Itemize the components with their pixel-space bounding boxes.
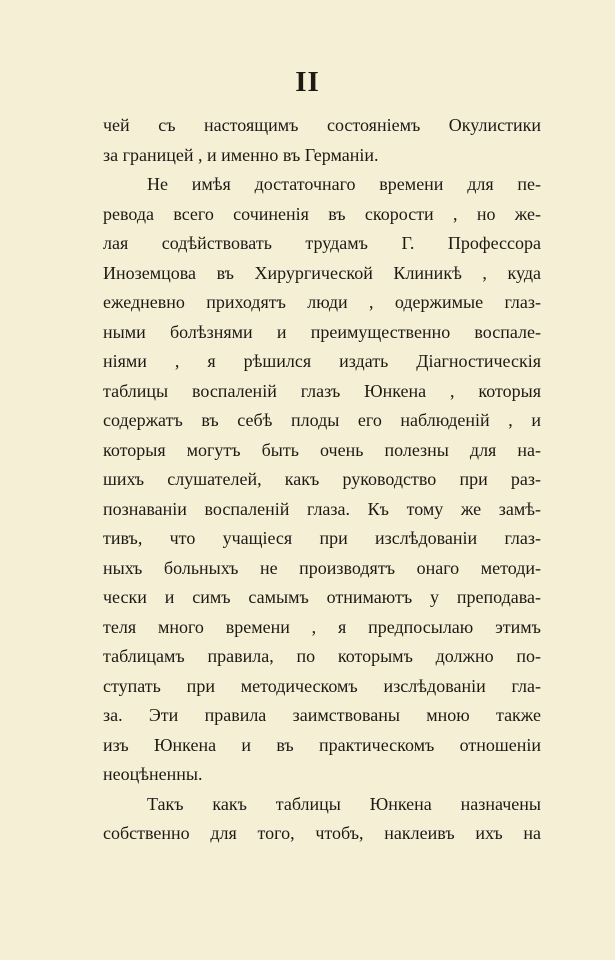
- text-line: нiями , я рѣшился издать Дiагностическiя: [103, 351, 541, 371]
- text-line: чески и симъ самымъ отнимаютъ у преподава-: [103, 587, 541, 607]
- paragraph-first-line: Такъ какъ таблицы Юнкена назначены: [147, 793, 541, 814]
- text-line: теля много времени , я предпосылаю этимъ: [103, 616, 541, 637]
- text-line: ными болѣзнями и преимущественно воспале-: [103, 321, 541, 342]
- text-line: за границей , и именно въ Германiи.: [103, 144, 379, 165]
- paragraph-first-line: Не имѣя достаточнаго времени для пе-: [147, 174, 541, 194]
- text-line: таблицамъ правила, по которымъ должно по-: [103, 646, 541, 666]
- text-line: неоцѣненны.: [103, 764, 203, 784]
- text-line: содержатъ въ себѣ плоды его наблюденiй , и: [103, 410, 541, 430]
- text-line: Иноземцова въ Хирургической Клиникѣ , куда: [103, 262, 541, 283]
- text-line: шихъ слушателей, какъ руководство при раз-: [103, 469, 541, 489]
- text-line: ныхъ больныхъ не производятъ онаго методи-: [103, 557, 541, 578]
- text-line: лая содѣйствовать трудамъ Г. Профессора: [103, 233, 541, 253]
- text-line: ступать при методическомъ изслѣдованiи гла-: [103, 675, 541, 696]
- text-line: ежедневно приходятъ люди , одержимые глаз-: [103, 292, 541, 312]
- text-line: таблицы воспаленiй глазъ Юнкена , которыя: [103, 380, 541, 401]
- text-line: чей съ настоящимъ состоянiемъ Окулистики: [103, 115, 541, 135]
- text-line: познаванiи воспаленiй глаза. Къ тому же замѣ-: [103, 498, 541, 519]
- text-line: изъ Юнкена и въ практическомъ отношенiи: [103, 734, 541, 755]
- page-number: II: [295, 66, 320, 98]
- text-line: за. Эти правила заимствованы мною также: [103, 705, 541, 725]
- text-line: ревода всего сочиненiя въ скорости , но же-: [103, 203, 541, 224]
- text-line: собственно для того, чтобъ, наклеивъ ихъ на: [103, 823, 541, 843]
- text-line: тивъ, что учащiеся при изслѣдованiи глаз-: [103, 528, 541, 548]
- text-line: которыя могутъ быть очень полезны для на-: [103, 439, 541, 460]
- body-text: [103, 111, 541, 849]
